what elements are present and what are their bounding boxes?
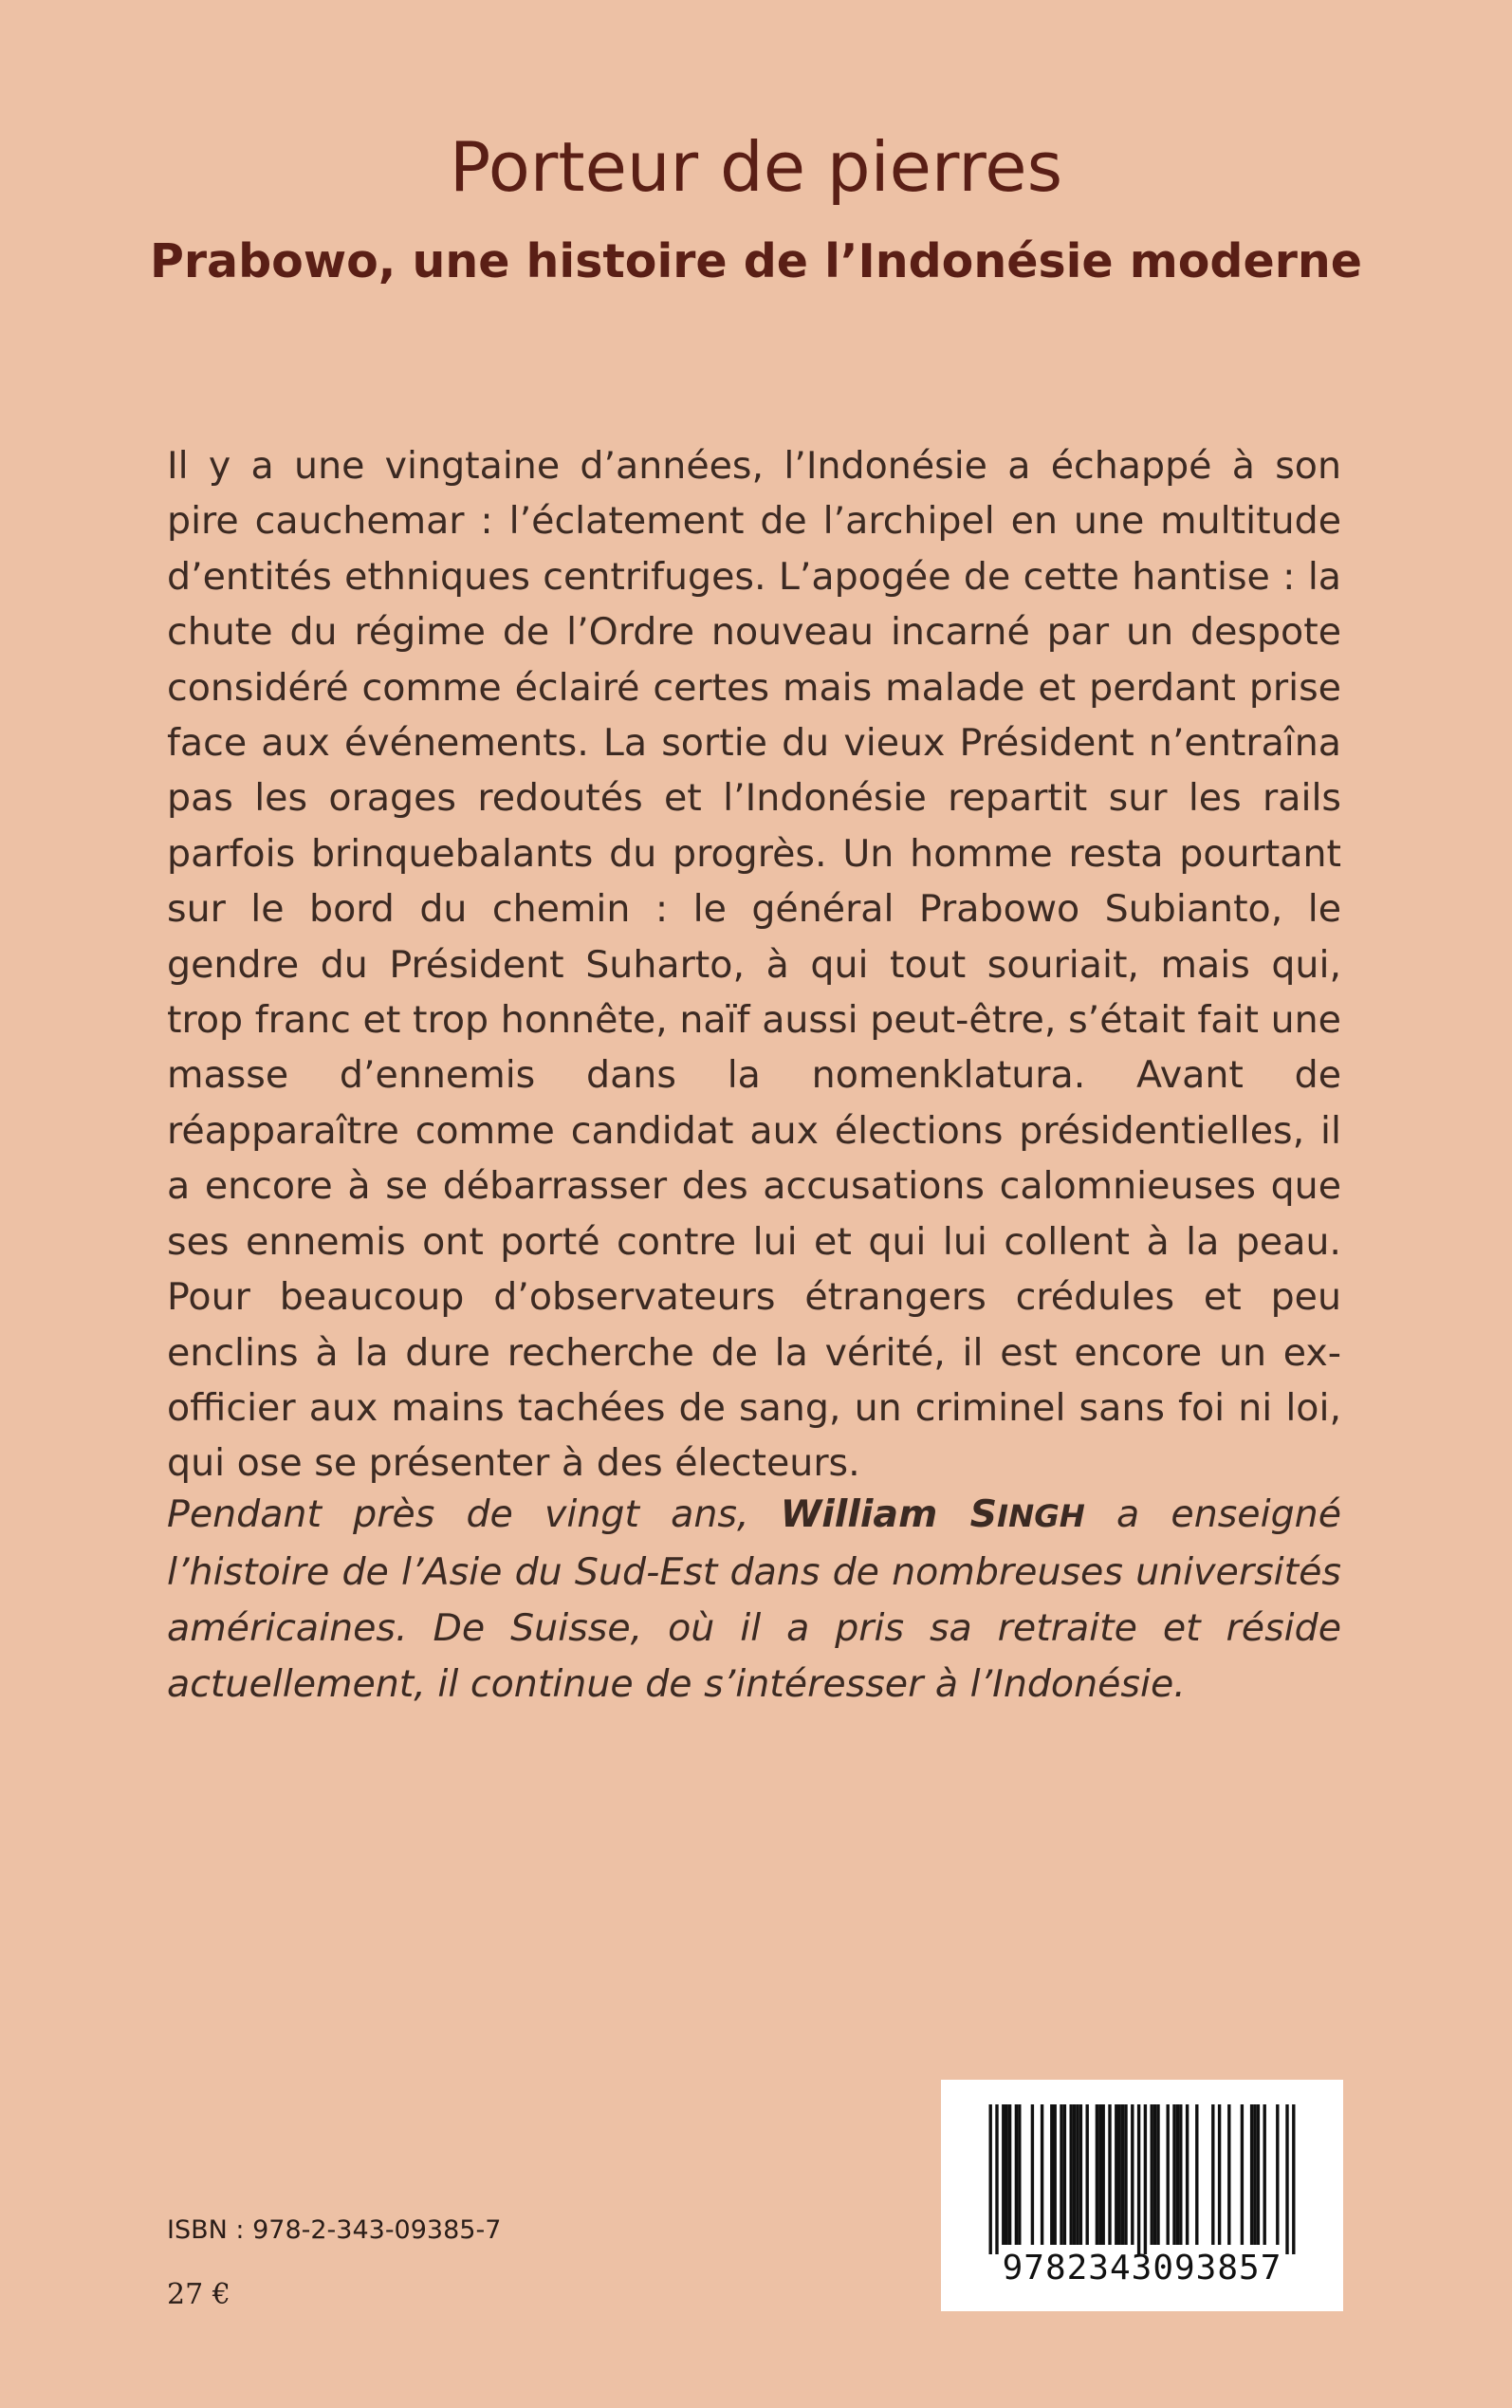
barcode-bar bbox=[1073, 2104, 1076, 2245]
barcode-bar bbox=[1227, 2104, 1230, 2245]
barcode-bar bbox=[1108, 2104, 1111, 2245]
barcode-digits: 9782343093857 bbox=[1002, 2249, 1282, 2288]
author-first-name: William bbox=[780, 1492, 970, 1536]
author-bio bbox=[167, 1487, 1341, 1713]
barcode-bar bbox=[1063, 2104, 1066, 2245]
barcode-bar bbox=[1086, 2104, 1089, 2245]
author-bio-intro: Pendant près de vingt ans, bbox=[167, 1492, 781, 1536]
barcode-bar bbox=[1098, 2104, 1101, 2245]
price-label: 27 € bbox=[167, 2278, 230, 2311]
barcode-bar bbox=[1153, 2104, 1156, 2245]
barcode-bar bbox=[1211, 2104, 1214, 2245]
barcode-bar bbox=[1041, 2104, 1043, 2245]
barcode-bar bbox=[1156, 2104, 1159, 2245]
barcode-bar bbox=[1079, 2104, 1082, 2245]
barcode-bar bbox=[1292, 2104, 1295, 2254]
barcode-bar bbox=[1124, 2104, 1127, 2245]
barcode-bar bbox=[1018, 2104, 1021, 2245]
barcode-bar bbox=[1186, 2104, 1189, 2245]
barcode-bar bbox=[1179, 2104, 1182, 2245]
isbn-label: ISBN : 978-2-343-09385-7 bbox=[167, 2215, 502, 2245]
barcode-bar bbox=[1031, 2104, 1034, 2245]
barcode-bar bbox=[1002, 2104, 1005, 2245]
barcode-bar bbox=[1285, 2104, 1288, 2254]
barcode-bar bbox=[1241, 2104, 1244, 2245]
barcode-bar bbox=[1250, 2104, 1253, 2245]
barcode-bar bbox=[1115, 2104, 1117, 2245]
barcode-bar bbox=[1005, 2104, 1008, 2245]
book-title: Porteur de pierres bbox=[449, 127, 1063, 207]
barcode-bar bbox=[1015, 2104, 1018, 2245]
barcode-bar bbox=[1121, 2104, 1124, 2245]
barcode-bar bbox=[1253, 2104, 1256, 2245]
barcode-bar bbox=[1276, 2104, 1279, 2245]
barcode-bar bbox=[1050, 2104, 1053, 2245]
author-name bbox=[781, 1492, 1085, 1536]
barcode-bar bbox=[1172, 2104, 1175, 2245]
barcode-bar bbox=[1070, 2104, 1073, 2245]
barcode-bar bbox=[1167, 2104, 1170, 2245]
barcode-bar bbox=[1176, 2104, 1179, 2245]
barcode bbox=[941, 2080, 1343, 2311]
barcode-bar bbox=[1118, 2104, 1121, 2245]
barcode-bar bbox=[1060, 2104, 1062, 2245]
barcode-bar bbox=[1257, 2104, 1260, 2245]
author-last-name: SINGH bbox=[969, 1492, 1085, 1536]
barcode-bar bbox=[1137, 2104, 1140, 2254]
barcode-bar bbox=[1054, 2104, 1057, 2245]
barcode-bar bbox=[995, 2104, 998, 2254]
barcode-bar bbox=[1151, 2104, 1153, 2245]
barcode-bar bbox=[1076, 2104, 1079, 2245]
barcode-bar bbox=[1008, 2104, 1011, 2245]
barcode-bar bbox=[1144, 2104, 1147, 2254]
barcode-bar bbox=[1096, 2104, 1098, 2245]
book-summary: Il y a une vingtaine d’années, l’Indonésie a échappé à son pire cauchemar : l’éclatement de l’archipel en une multitude d’entités ethniques centrifuges. L’apogée de cette hantise : la chute du régime de l’Ordre nouveau incarné par un despote considéré comme éclairé certes mais malade et perdant prise face aux événements. La sortie du vieux Président n’entraîna pas les orages redoutés et l’Indonésie repartit sur les rails parfois brinquebalants du progrès. Un homme resta pourtant sur le bord du chemin : le général Prabowo Subianto, le gendre du Président Suharto, à qui tout souriait, mais qui, trop franc et trop honnête, naïf aussi peut-être, s’était fait une masse d’ennemis dans la nomenklatura. Avant de réapparaître comme candidat aux élections présidentielles, il a encore à se débarrasser des accusations calomnieuses que ses ennemis ont porté contre lui et qui lui collent à la peau. Pour beaucoup d’observateurs étrangers crédules et peu enclins à la dure recherche de la vérité, il est encore un ex-officier aux mains tachées de sang, un criminel sans foi ni loi, qui ose se présenter à des électeurs. bbox=[167, 444, 1341, 1486]
barcode-bar bbox=[989, 2104, 992, 2254]
barcode-bar bbox=[1263, 2104, 1266, 2245]
barcode-bar bbox=[1131, 2104, 1134, 2245]
barcode-bar bbox=[1102, 2104, 1105, 2245]
author-bio-rest: a enseigné l’histoire de l’Asie du Sud-Est dans de nombreuses universités américaines. De Suisse, où il a pris sa retraite et réside actuellement, il continue de s’intéresser à l’Indonésie. bbox=[167, 1492, 1341, 1706]
barcode-bar bbox=[1218, 2104, 1221, 2245]
barcode-bar bbox=[1195, 2104, 1198, 2245]
book-subtitle: Prabowo, une histoire de l’Indonésie moderne bbox=[149, 234, 1363, 288]
